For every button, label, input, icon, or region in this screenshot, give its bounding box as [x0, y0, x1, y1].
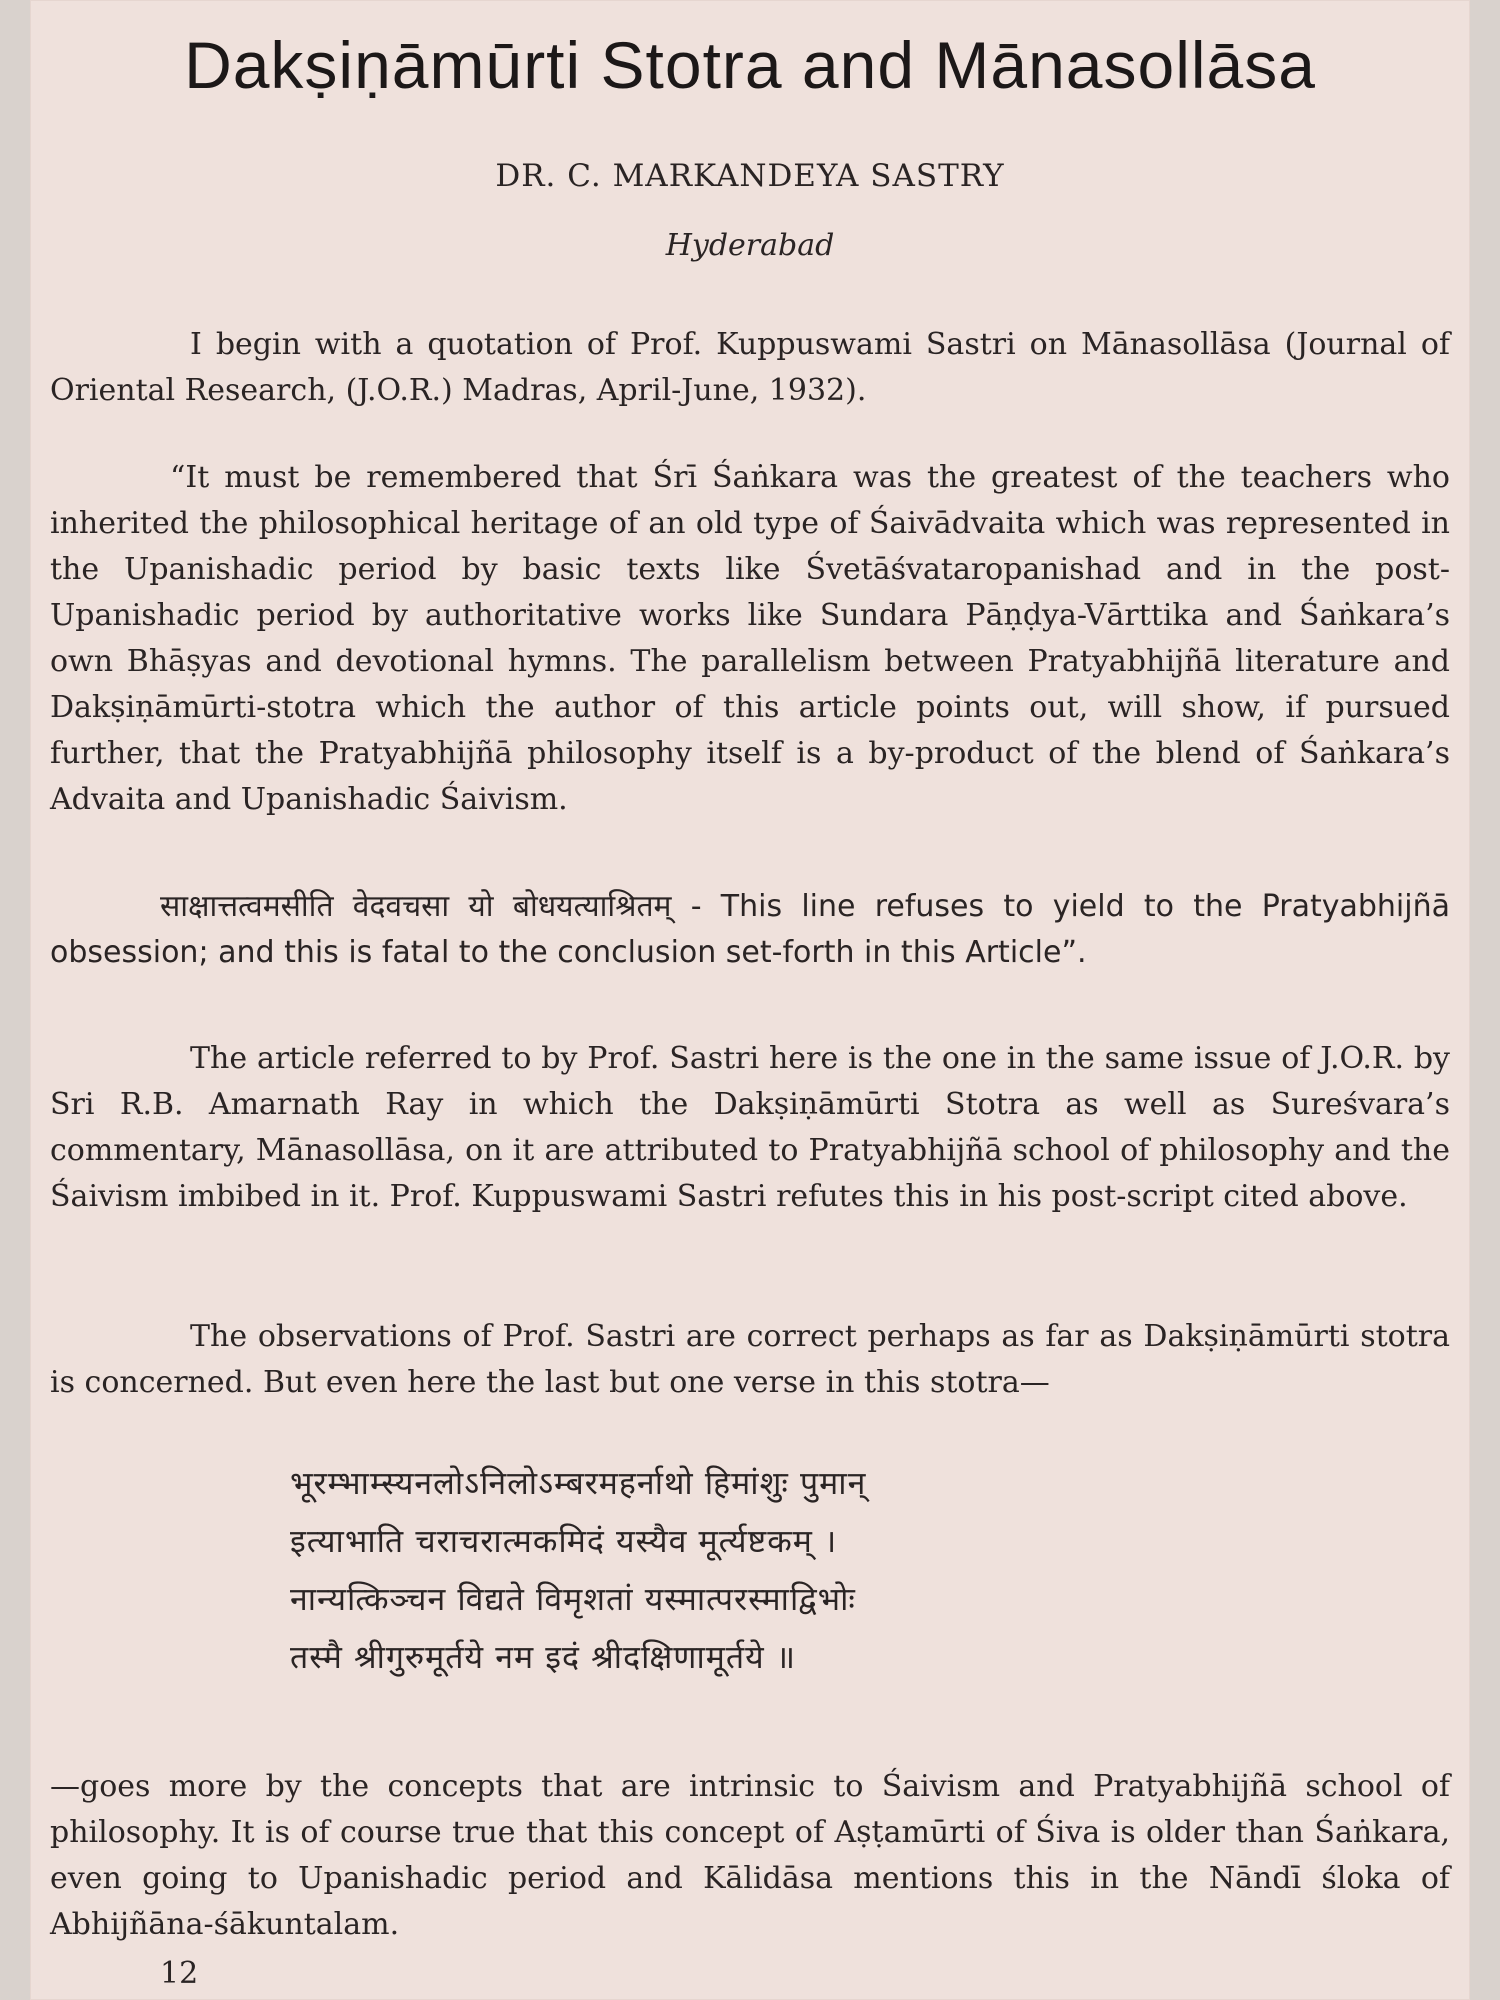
author-affiliation: Hyderabad: [665, 228, 835, 263]
observations-paragraph: The observations of Prof. Sastri are correct perhaps as far as Dakṣiṇāmūrti stotra is concerned. But even here the last but one verse in this stotra—: [50, 1319, 1450, 1400]
verse-line: नान्यत्किञ्चन विद्यते विमृशतां यस्मात्परस्माद्विभोः: [290, 1580, 856, 1618]
sanskrit-line-paragraph: साक्षात्तत्वमसीति वेदवचसा यो बोधयत्याश्रितम् - This line refuses to yield to the Pratyabhijñā obsession; and this is fatal to the conclusion set-forth in this Article”.: [50, 889, 1450, 970]
article-title: Dakṣiṇāmūrti Stotra and Mānasollāsa: [184, 28, 1316, 102]
verse-line: इत्याभाति चराचरात्मकमिदं यस्यैव मूर्त्यष्टकम् ।: [290, 1522, 838, 1560]
verse-line: भूरम्भाम्स्यनलोऽनिलोऽम्बरमहर्नाथो हिमांशुः पुमान्: [290, 1464, 867, 1502]
sanskrit-verse: [290, 1454, 1190, 1686]
page-number: 12: [160, 1956, 199, 1991]
closing-paragraph: —goes more by the concepts that are intrinsic to Śaivism and Pratyabhijñā school of philosophy. It is of course true that this concept of Aṣṭamūrti of Śiva is older than Śaṅkara, even going to Upanishadic period and Kālidāsa mentions this in the Nāndī śloka of Abhijñāna-śākuntalam.: [50, 1769, 1450, 1942]
journal-page: [30, 0, 1470, 2000]
author-name: DR. C. MARKANDEYA SASTRY: [495, 158, 1005, 194]
intro-paragraph: I begin with a quotation of Prof. Kuppuswami Sastri on Mānasollāsa (Journal of Oriental Research, (J.O.R.) Madras, April-June, 1932).: [50, 327, 1450, 408]
quotation-paragraph: “It must be remembered that Śrī Śaṅkara was the greatest of the teachers who inherited the philosophical heritage of an old type of Śaivādvaita which was represented in the Upanishadic period by basic texts like Śvetāśvataropanishad and in the post-Upanishadic period by authoritative works like Sundara Pāṇḍya-Vārttika and Śaṅkara’s own Bhāṣyas and devotional hymns. The parallelism between Pratyabhijñā literature and Dakṣiṇāmūrti-stotra which the author of this article points out, will show, if pursued further, that the Pratyabhijñā philosophy itself is a by-product of the blend of Śaṅkara’s Advaita and Upanishadic Śaivism.: [50, 460, 1450, 817]
verse-line: तस्मै श्रीगुरुमूर्तये नम इदं श्रीदक्षिणामूर्तये ॥: [290, 1638, 797, 1676]
article-reference-paragraph: The article referred to by Prof. Sastri here is the one in the same issue of J.O.R. by Sri R.B. Amarnath Ray in which the Dakṣiṇāmūrti Stotra as well as Sureśvara’s commentary, Mānasollāsa, on it are attributed to Pratyabhijñā school of philosophy and the Śaivism imbibed in it. Prof. Kuppuswami Sastri refutes this in his post-script cited above.: [50, 1041, 1450, 1214]
